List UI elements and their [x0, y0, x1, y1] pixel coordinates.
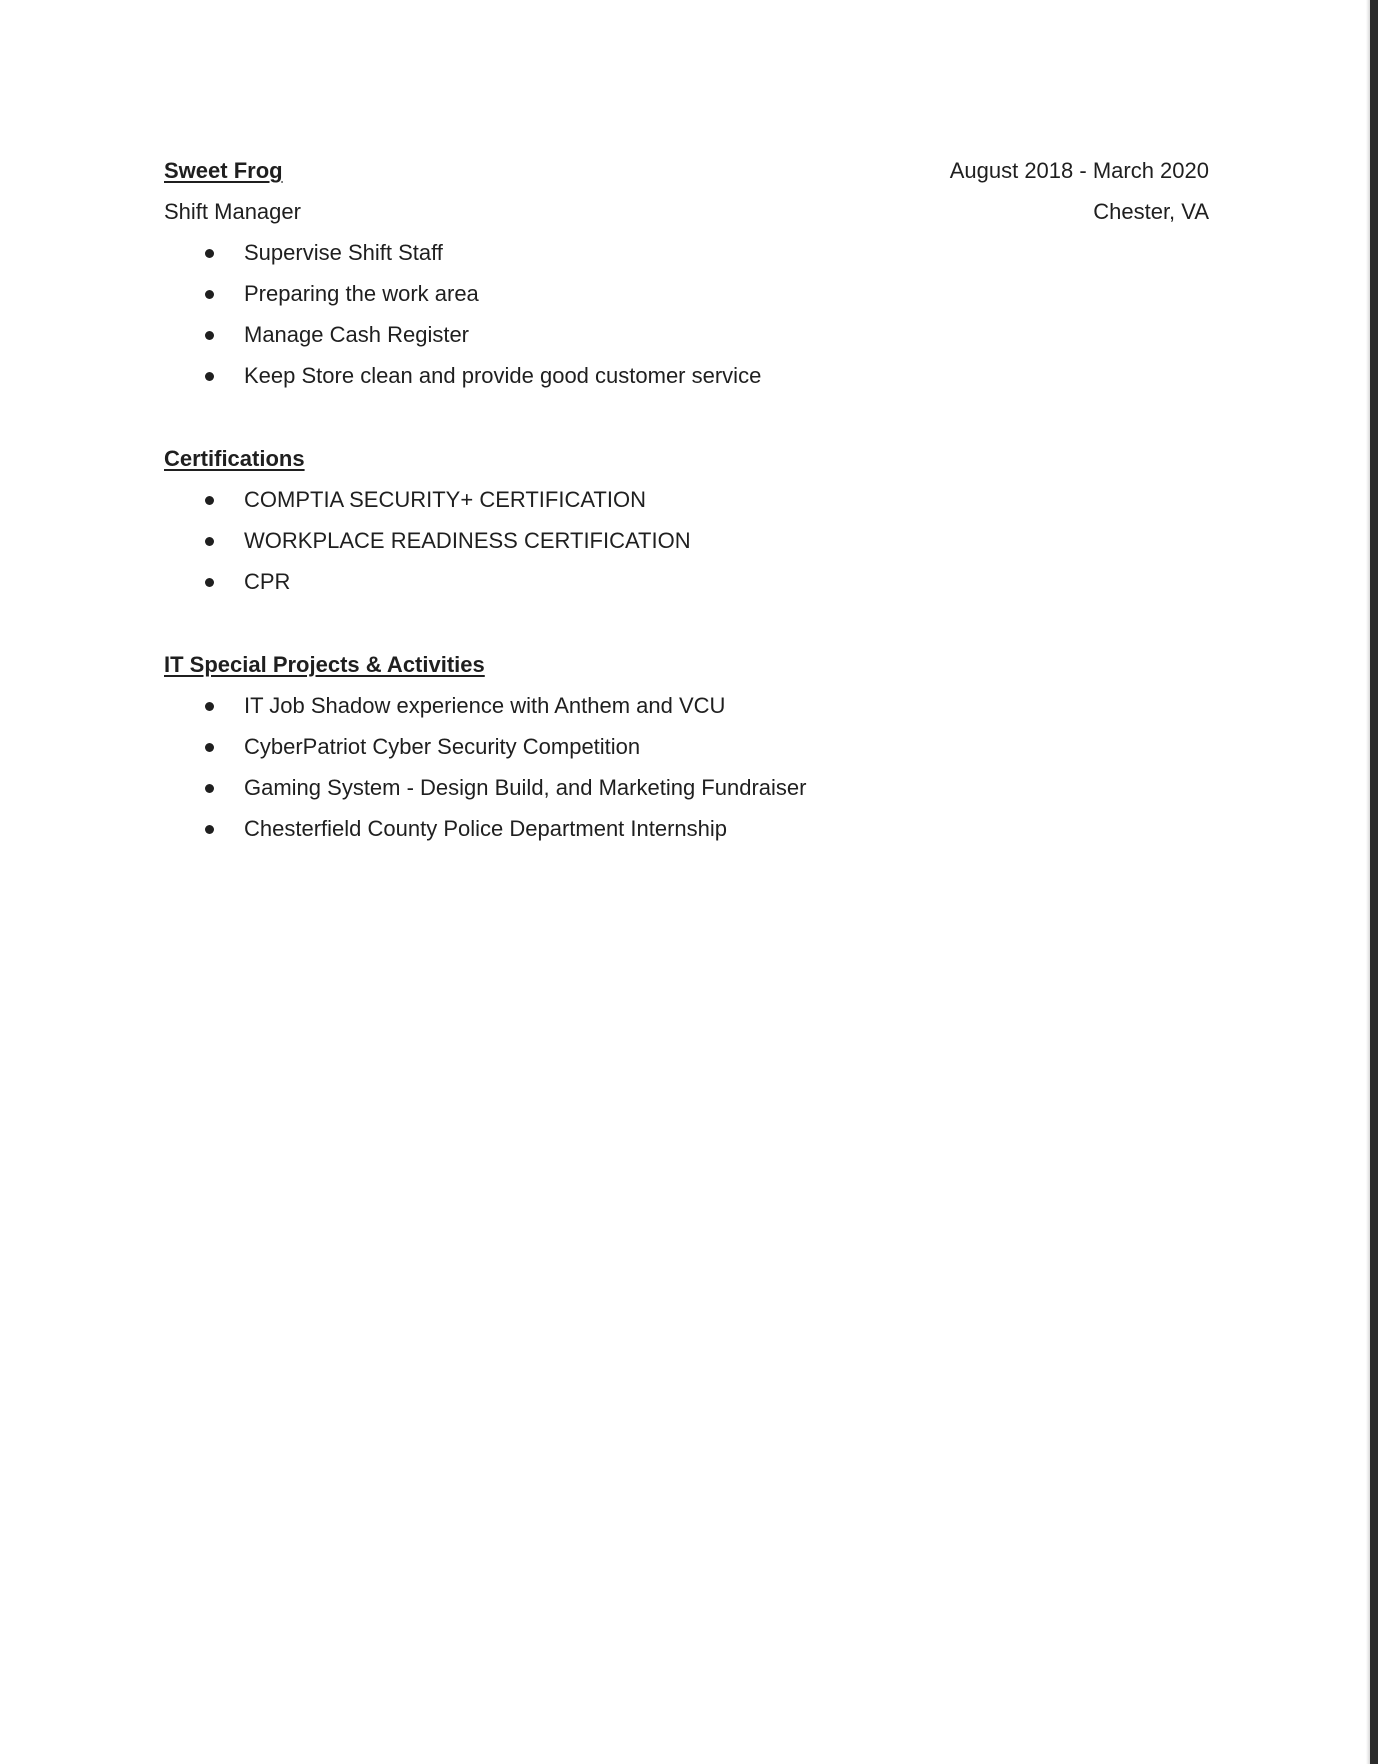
resume-content: [164, 150, 1209, 849]
bullet-icon: [205, 537, 214, 546]
bullet-icon: [205, 290, 214, 299]
list-item: [164, 355, 1209, 396]
project-text: IT Job Shadow experience with Anthem and VCU: [244, 693, 726, 718]
job-title-row: [164, 191, 1209, 232]
duty-text: Manage Cash Register: [244, 322, 470, 347]
certification-text: WORKPLACE READINESS CERTIFICATION: [244, 528, 691, 553]
list-item: [164, 561, 1209, 602]
list-item: [164, 520, 1209, 561]
duty-text: Keep Store clean and provide good customer service: [244, 363, 762, 388]
project-text: Gaming System - Design Build, and Marketing Fundraiser: [244, 775, 807, 800]
section-spacer: [164, 602, 1209, 644]
bullet-icon: [205, 743, 214, 752]
certification-text: CPR: [244, 569, 291, 594]
projects-list: [164, 685, 1209, 849]
project-text: CyberPatriot Cyber Security Competition: [244, 734, 641, 759]
section-spacer: [164, 396, 1209, 438]
project-text: Chesterfield County Police Department Internship: [244, 816, 728, 841]
bullet-icon: [205, 825, 214, 834]
certifications-heading: Certifications: [164, 446, 305, 471]
list-item: [164, 685, 1209, 726]
bullet-icon: [205, 578, 214, 587]
job-location: Chester, VA: [1093, 199, 1209, 224]
company-name: Sweet Frog: [164, 158, 283, 183]
certifications-list: [164, 479, 1209, 602]
list-item: [164, 273, 1209, 314]
duty-text: Supervise Shift Staff: [244, 240, 443, 265]
bullet-icon: [205, 702, 214, 711]
bullet-icon: [205, 249, 214, 258]
list-item: [164, 767, 1209, 808]
duty-text: Preparing the work area: [244, 281, 479, 306]
list-item: [164, 479, 1209, 520]
window-edge: [1370, 0, 1378, 1764]
list-item: [164, 808, 1209, 849]
list-item: [164, 232, 1209, 273]
projects-heading: IT Special Projects & Activities: [164, 652, 485, 677]
list-item: [164, 726, 1209, 767]
job-duties-list: [164, 232, 1209, 396]
certification-text: COMPTIA SECURITY+ CERTIFICATION: [244, 487, 646, 512]
job-title: Shift Manager: [164, 199, 301, 224]
bullet-icon: [205, 331, 214, 340]
bullet-icon: [205, 372, 214, 381]
list-item: [164, 314, 1209, 355]
bullet-icon: [205, 784, 214, 793]
job-header-row: [164, 150, 1209, 191]
bullet-icon: [205, 496, 214, 505]
job-dates: August 2018 - March 2020: [949, 158, 1209, 183]
